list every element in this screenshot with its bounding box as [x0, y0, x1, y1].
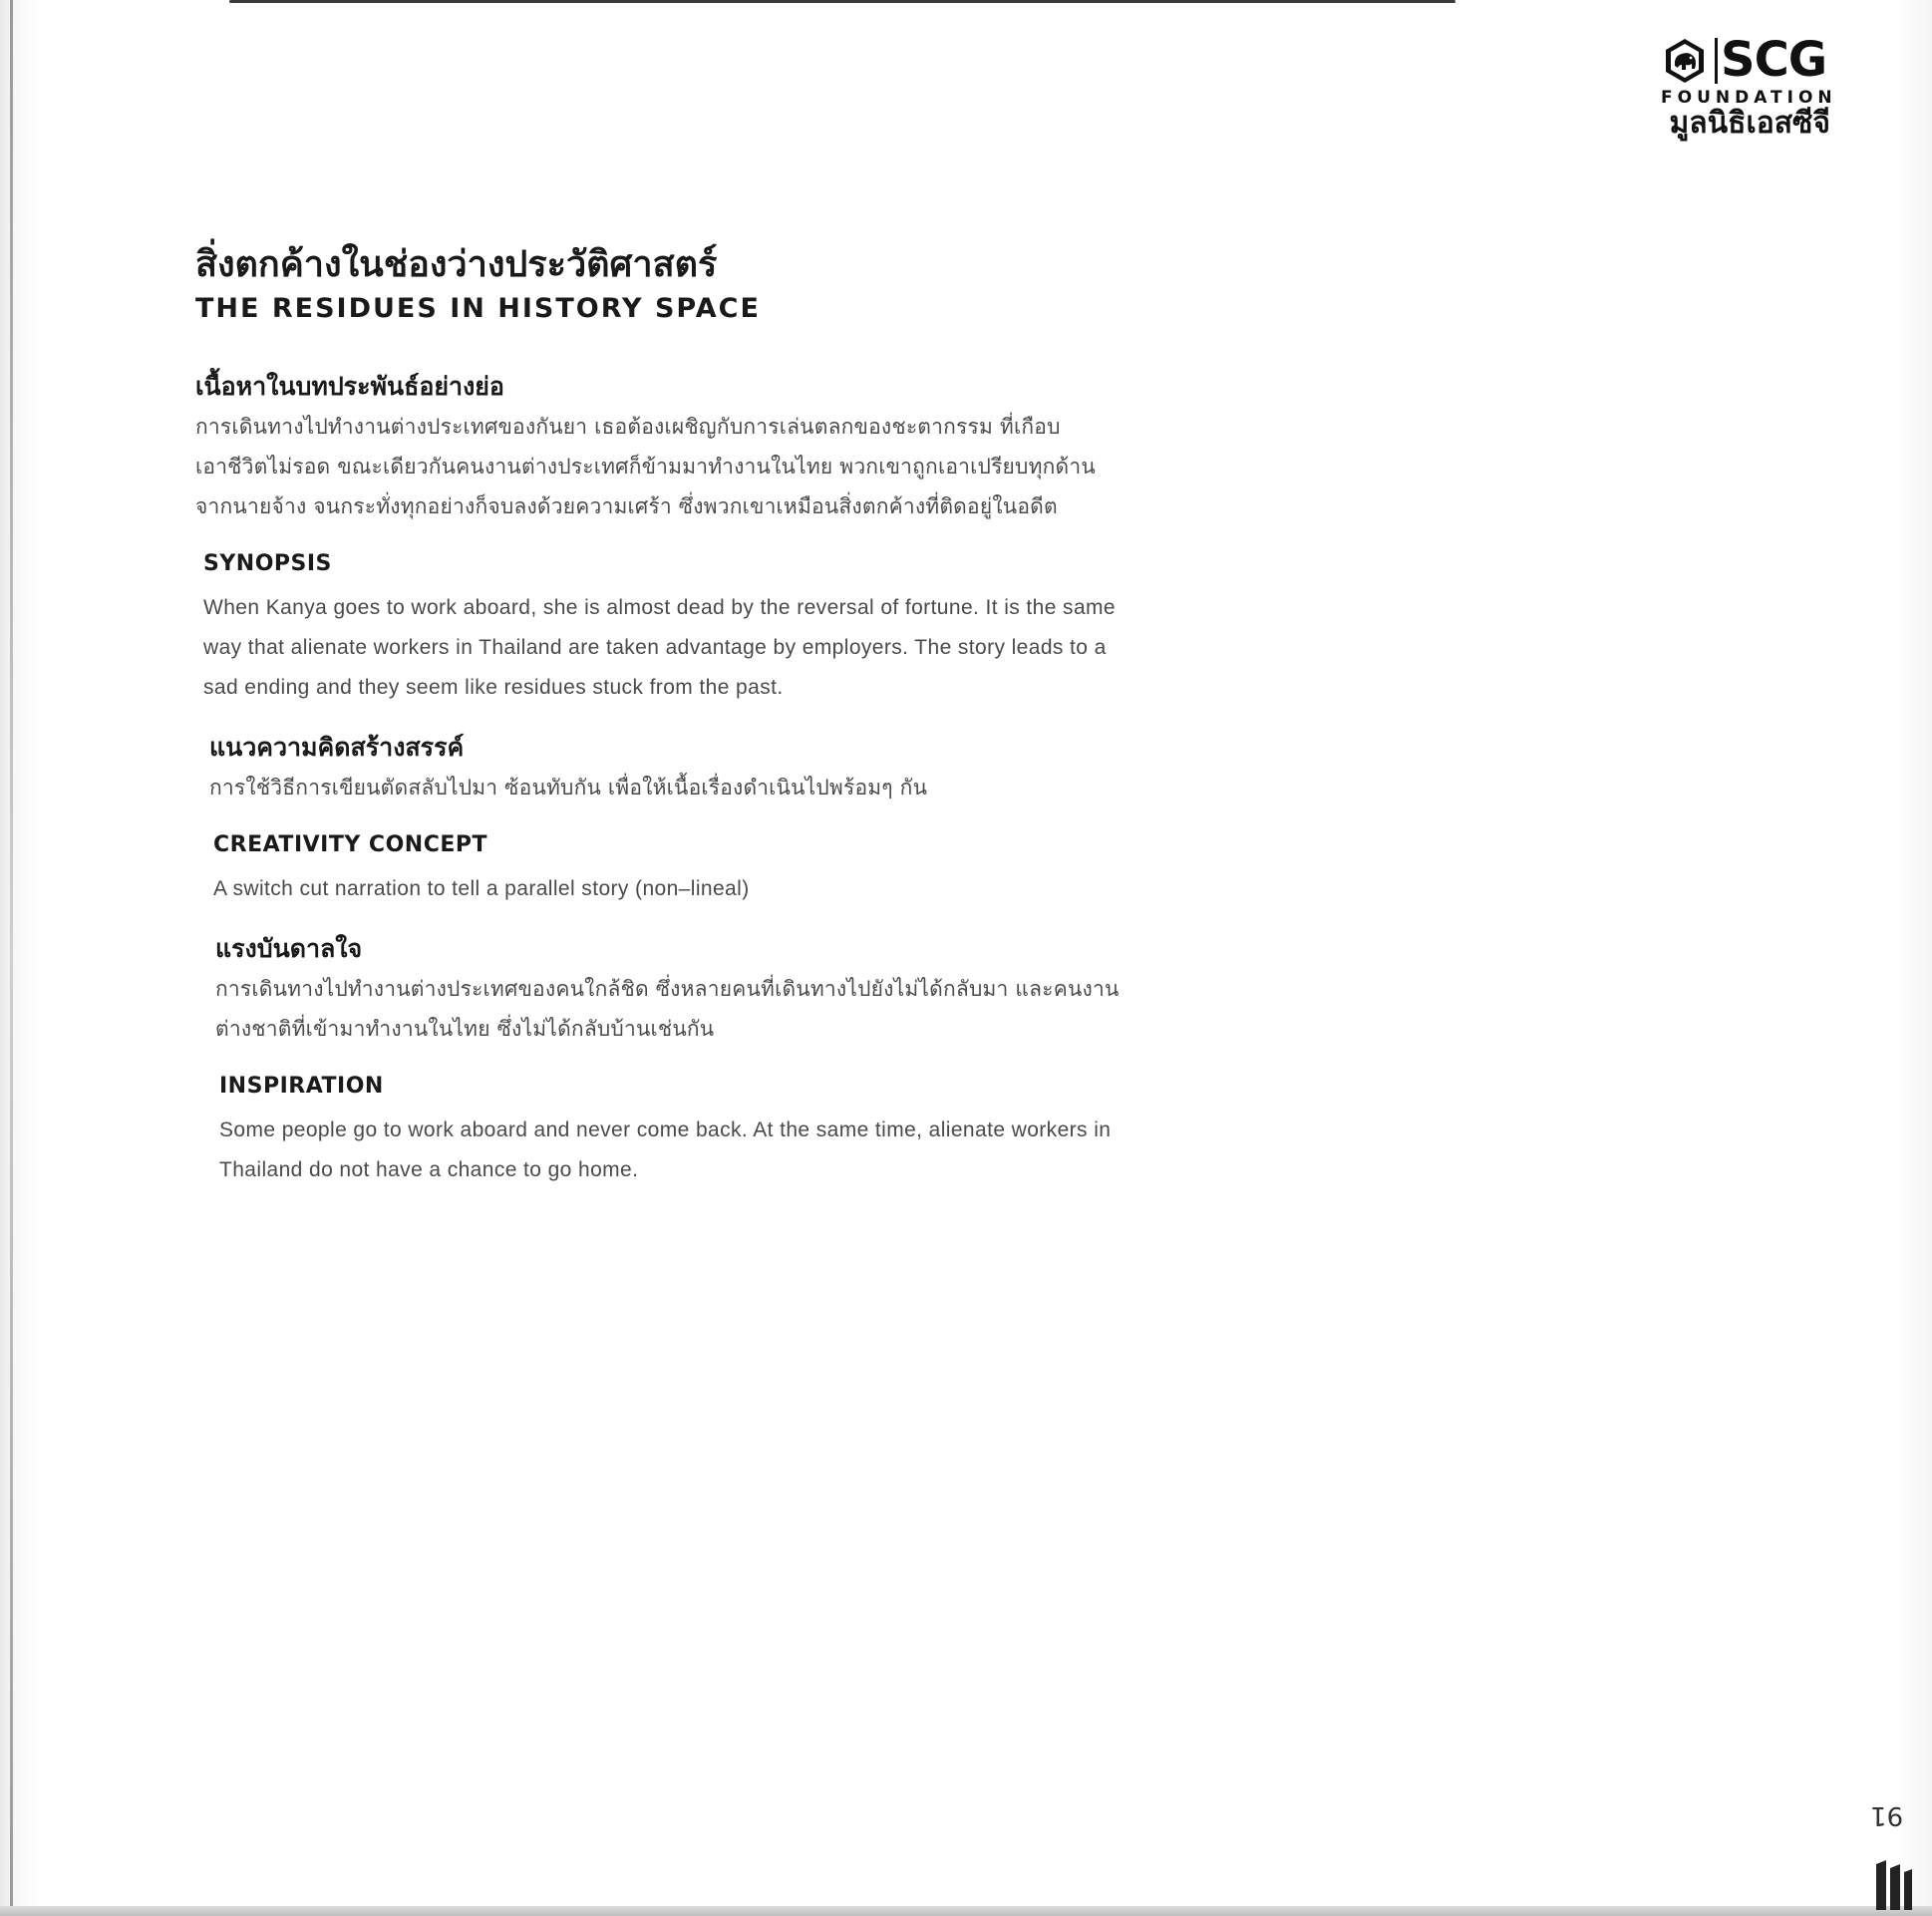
inspiration-thai-line: การเดินทางไปทำงานต่างประเทศของคนใกล้ชิด ซึ่งหลายคนที่เดินทางไปยังไม่ได้กลับมา และคนงาน — [215, 977, 1120, 1001]
concept-thai-heading: แนวความคิดสร้างสรรค์ — [209, 733, 465, 762]
synopsis-thai-line: จากนายจ้าง จนกระทั่งทุกอย่างก็จบลงด้วยความเศร้า ซึ่งพวกเขาเหมือนสิ่งตกค้างที่ติดอยู่ในอดีต — [195, 494, 1058, 518]
logo-foundation-text: FOUNDATION — [1661, 88, 1837, 108]
logo-divider — [1715, 38, 1718, 84]
scg-foundation-logo — [1659, 32, 1837, 144]
concept-english-heading: CREATIVITY CONCEPT — [213, 832, 487, 857]
page-title-thai: สิ่งตกค้างในช่องว่างประวัติศาสตร์ — [195, 244, 718, 285]
book-spine-shadow — [10, 0, 13, 1916]
logo-thai-text: มูลนิธิเอสซีจี — [1669, 106, 1830, 141]
bottom-page-edge — [0, 1906, 1932, 1916]
inspiration-english-heading: INSPIRATION — [219, 1074, 384, 1099]
inspiration-english-line: Some people go to work aboard and never come back. At the same time, alienate workers in — [219, 1118, 1112, 1141]
synopsis-english-line: When Kanya goes to work aboard, she is almost dead by the reversal of fortune. It is the same — [203, 596, 1116, 619]
synopsis-english-section — [195, 546, 1212, 708]
inspiration-thai-section — [195, 929, 1212, 1049]
page-title-english: THE RESIDUES IN HISTORY SPACE — [195, 293, 761, 324]
synopsis-thai-heading: เนื้อหาในบทประพันธ์อย่างย่อ — [195, 372, 504, 401]
top-page-edge — [229, 0, 1455, 3]
inspiration-english-line: Thailand do not have a chance to go home. — [219, 1158, 639, 1181]
synopsis-english-heading: SYNOPSIS — [203, 551, 332, 576]
concept-english-section — [195, 827, 1212, 909]
concept-english-line: A switch cut narration to tell a parallel story (non–lineal) — [213, 877, 750, 900]
inspiration-thai-heading: แรงบันดาลใจ — [215, 934, 363, 963]
synopsis-english-line: sad ending and they seem like residues stuck from the past. — [203, 676, 784, 699]
synopsis-thai-line: เอาชีวิตไม่รอด ขณะเดียวกันคนงานต่างประเทศก็ข้ามมาทำงานในไทย พวกเขาถูกเอาเปรียบทุกด้าน — [195, 455, 1096, 479]
synopsis-thai-section — [195, 367, 1212, 526]
logo-brand-text: SCG — [1721, 32, 1827, 88]
page-number: 91 — [1870, 1800, 1904, 1830]
corner-tab-mark-icon — [1874, 1854, 1914, 1910]
article-content — [195, 239, 1212, 1190]
concept-thai-line: การใช้วิธีการเขียนตัดสลับไปมา ซ้อนทับกัน เพื่อให้เนื้อเรื่องดำเนินไปพร้อมๆ กัน — [209, 776, 928, 799]
concept-thai-section — [195, 728, 1212, 807]
synopsis-thai-line: การเดินทางไปทำงานต่างประเทศของกันยา เธอต้องเผชิญกับการเล่นตลกของชะตากรรม ที่เกือบ — [195, 415, 1061, 439]
synopsis-english-line: way that alienate workers in Thailand are taken advantage by employers. The story leads to a — [203, 636, 1107, 659]
elephant-emblem-icon — [1662, 38, 1708, 84]
inspiration-english-section — [195, 1069, 1212, 1190]
inspiration-thai-line: ต่างชาติที่เข้ามาทำงานในไทย ซึ่งไม่ได้กลับบ้านเช่นกัน — [215, 1017, 715, 1041]
